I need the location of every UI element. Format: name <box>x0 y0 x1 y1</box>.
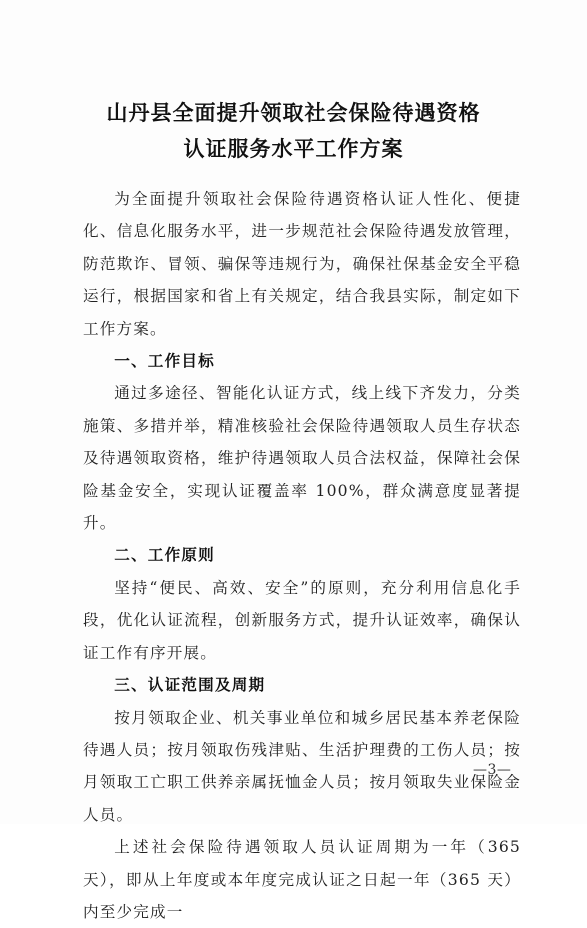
document-title-line-2: 认证服务水平工作方案 <box>183 137 404 161</box>
section-principles-paragraph: 坚持“便民、高效、安全”的原则，充分利用信息化手段，优化认证流程，创新服务方式，提升认证效率，确保认证工作有序开展。 <box>83 578 521 662</box>
intro-paragraph: 为全面提升领取社会保险待遇资格认证人性化、便捷化、信息化服务水平，进一步规范社会保险待遇发放管理，防范欺诈、冒领、骗保等违规行为，确保社保基金安全平稳运行，根据国家和省上有关规定，结合我县实际，制定如下工作方案。 <box>83 190 521 338</box>
section-heading-principles: 二、工作原则 <box>114 546 215 565</box>
section-heading-goals: 一、工作目标 <box>114 352 215 371</box>
section-heading-scope: 三、认证范围及周期 <box>114 676 266 695</box>
section-scope-paragraph-1: 按月领取企业、机关事业单位和城乡居民基本养老保险待遇人员；按月领取伤残津贴、生活护理费的工伤人员；按月领取工亡职工供养亲属抚恤金人员；按月领取失业保险金人员。 <box>83 708 521 824</box>
page-number: —3— <box>473 762 512 778</box>
document-body <box>0 183 587 928</box>
section-scope-paragraph-2: 上述社会保险待遇领取人员认证周期为一年（365 天），即从上年度或本年度完成认证之日起一年（365 天）内至少完成一 <box>83 838 521 921</box>
document-title-line-1: 山丹县全面提升领取社会保险待遇资格 <box>106 101 481 125</box>
section-goals-paragraph: 通过多途径、智能化认证方式，线上线下齐发力，分类施策、多措并举，精准核验社会保险待遇领取人员生存状态及待遇领取资格，维护待遇领取人员合法权益，保障社会保险基金安全，实现认证覆盖率 100%，群众满意度显著提升。 <box>83 384 521 533</box>
